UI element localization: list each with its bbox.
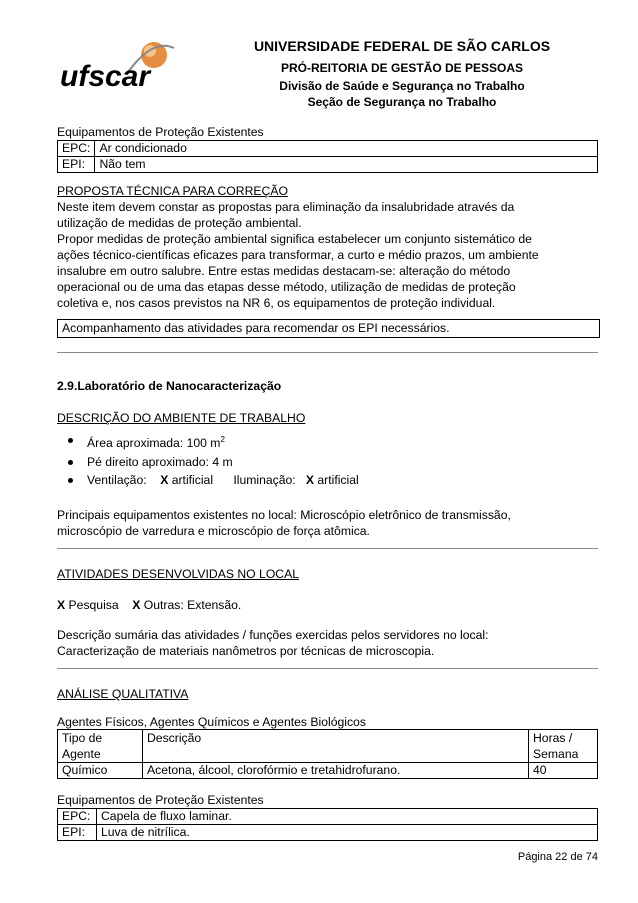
area-text: Área aproximada: 100 m bbox=[87, 436, 221, 451]
list-item bbox=[57, 431, 359, 453]
summary-line: Descrição sumária das atividades / funções exercidas pelos servidores no local: bbox=[57, 628, 489, 642]
proposal-line: coletiva e, nos casos previstos na NR 6, os equipamentos de proteção individual. bbox=[57, 296, 496, 310]
act-x-other: X bbox=[132, 598, 141, 612]
equip-title: Equipamentos de Proteção Existentes bbox=[57, 793, 264, 807]
proposal-line: Propor medidas de proteção ambiental significa estabelecer um conjunto sistemático de bbox=[57, 232, 532, 246]
activities-line bbox=[57, 597, 598, 613]
epi-label: EPI: bbox=[58, 157, 95, 173]
vent-value: artificial bbox=[171, 473, 214, 488]
university-name: UNIVERSIDADE FEDERAL DE SÃO CARLOS bbox=[253, 38, 551, 54]
table-row bbox=[58, 730, 598, 763]
bullet-icon bbox=[68, 478, 73, 483]
section-name: Seção de Segurança no Trabalho bbox=[307, 95, 497, 109]
equipment-line: Principais equipamentos existentes no local: Microscópio eletrônico de transmissão, bbox=[57, 508, 511, 522]
light-value: artificial bbox=[317, 473, 359, 488]
equip-table-prev bbox=[57, 140, 598, 173]
vent-label: Ventilação: bbox=[87, 473, 147, 488]
lab-title: 2.9.Laboratório de Nanocaracterização bbox=[57, 379, 282, 393]
proposal-line: insalubre em outro salubre. Entre estas medidas destacam-se: alteração do método bbox=[57, 264, 511, 278]
proposal-line: ações técnico-científicas eficazes para transformar, a curto e médio prazos, um ambiente bbox=[57, 248, 539, 262]
light-x: X bbox=[305, 473, 314, 488]
cell-hours: 40 bbox=[529, 763, 598, 779]
equip-table bbox=[57, 808, 598, 841]
followup-box: Acompanhamento das atividades para recomendar os EPI necessários. bbox=[57, 319, 600, 338]
bullet-icon bbox=[68, 438, 73, 443]
agents-table bbox=[57, 729, 598, 779]
pro-rectory: PRÓ-REITORIA DE GESTÃO DE PESSOAS bbox=[280, 61, 524, 75]
epi-value: Não tem bbox=[95, 157, 598, 173]
epi-value: Luva de nitrílica. bbox=[97, 825, 598, 841]
epc-value: Ar condicionado bbox=[95, 141, 598, 157]
proposal-title: PROPOSTA TÉCNICA PARA CORREÇÃO bbox=[57, 184, 288, 198]
act-x-research: X bbox=[57, 598, 66, 612]
list-item bbox=[57, 471, 359, 490]
table-row bbox=[58, 763, 598, 779]
proposal-line: utilização de medidas de proteção ambiental. bbox=[57, 216, 302, 230]
epc-label: EPC: bbox=[58, 809, 97, 825]
table-row bbox=[58, 141, 598, 157]
col-header-desc: Descrição bbox=[143, 730, 529, 763]
act-other: Outras: Extensão. bbox=[143, 598, 242, 612]
summary-line: Caracterização de materiais nanômetros por técnicas de microscopia. bbox=[57, 644, 435, 658]
epc-label: EPC: bbox=[58, 141, 95, 157]
division: Divisão de Saúde e Segurança no Trabalho bbox=[279, 79, 525, 93]
proposal-line: operacional ou de uma das etapas desse método, utilização de medidas de proteção bbox=[57, 280, 516, 294]
env-title: DESCRIÇÃO DO AMBIENTE DE TRABALHO bbox=[57, 411, 306, 425]
col-header-hours: Horas / Semana bbox=[529, 730, 598, 763]
light-label: Iluminação: bbox=[233, 473, 296, 488]
activities-title: ATIVIDADES DESENVOLVIDAS NO LOCAL bbox=[57, 567, 300, 581]
ufscar-logo bbox=[58, 38, 176, 100]
epi-label: EPI: bbox=[58, 825, 97, 841]
equip-title-prev: Equipamentos de Proteção Existentes bbox=[57, 125, 264, 139]
table-row bbox=[58, 825, 598, 841]
equipment-line: microscópio de varredura e microscópio de força atômica. bbox=[57, 524, 370, 538]
separator bbox=[57, 668, 598, 669]
ceiling-text: Pé direito aproximado: 4 m bbox=[87, 454, 233, 469]
page-number: Página 22 de 74 bbox=[517, 851, 598, 863]
analysis-title: ANÁLISE QUALITATIVA bbox=[57, 687, 189, 701]
area-sup: 2 bbox=[220, 435, 225, 444]
vent-x: X bbox=[160, 473, 169, 488]
table-row bbox=[58, 157, 598, 173]
list-item bbox=[57, 453, 359, 472]
separator bbox=[57, 548, 598, 549]
env-list bbox=[57, 431, 359, 490]
col-header-type: Tipo de Agente bbox=[58, 730, 143, 763]
cell-desc: Acetona, álcool, clorofórmio e tretahidrofurano. bbox=[143, 763, 529, 779]
epc-value: Capela de fluxo laminar. bbox=[97, 809, 598, 825]
cell-type: Químico bbox=[58, 763, 143, 779]
separator bbox=[57, 352, 598, 353]
logo-wordmark: ufscar bbox=[60, 60, 151, 93]
table-row bbox=[58, 809, 598, 825]
proposal-line: Neste item devem constar as propostas para eliminação da insalubridade através da bbox=[57, 200, 515, 214]
bullet-icon bbox=[68, 460, 73, 465]
agents-title: Agentes Físicos, Agentes Químicos e Agentes Biológicos bbox=[57, 715, 366, 729]
act-research: Pesquisa bbox=[68, 598, 119, 612]
